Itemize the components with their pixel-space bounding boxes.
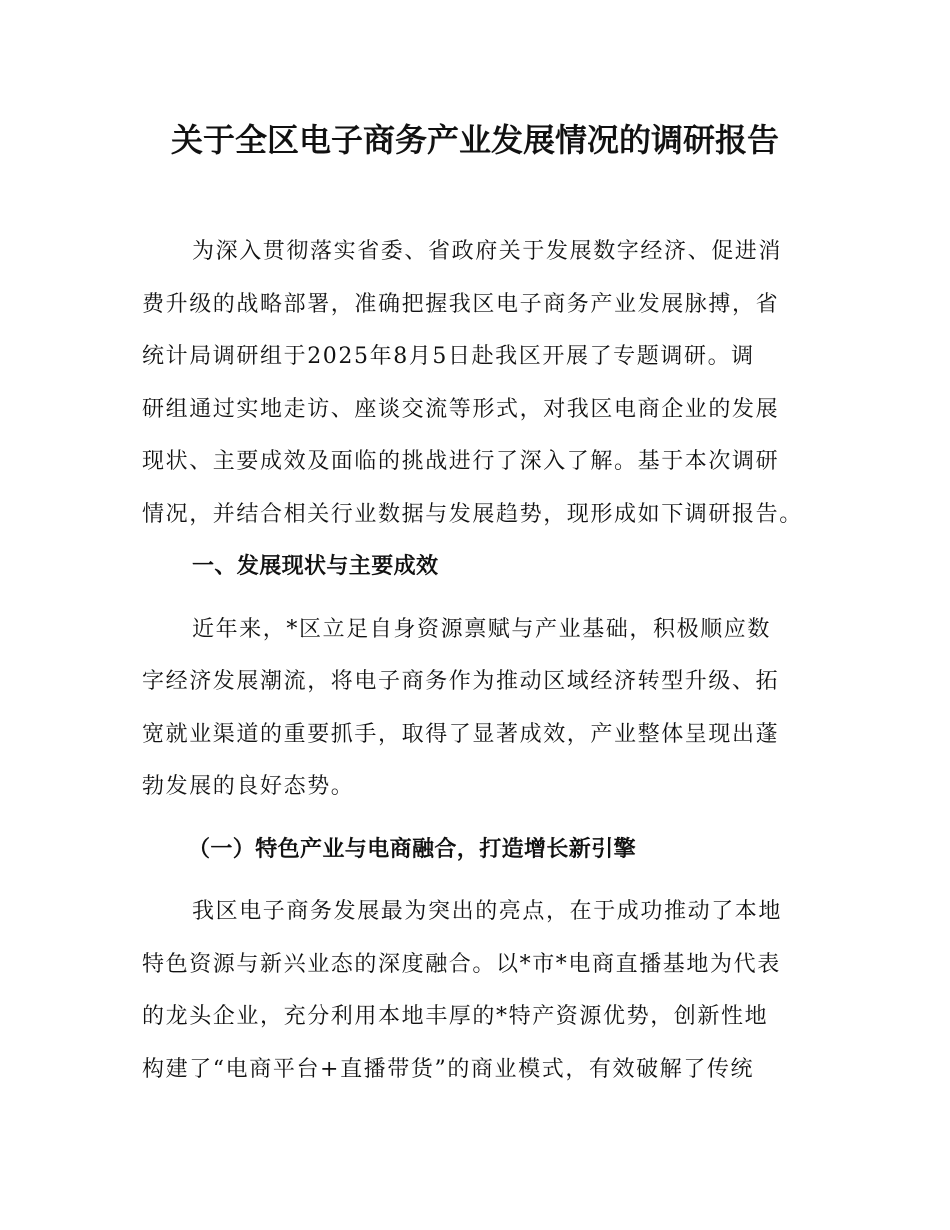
paragraph-line: 宽就业渠道的重要抓手，取得了显著成效，产业整体呈现出蓬	[142, 721, 780, 747]
intro-paragraph	[142, 226, 832, 541]
paragraph-line: 构建了“电商平台+直播带货”的商业模式，有效破解了传统	[142, 1056, 755, 1082]
paragraph-line: 勃发展的良好态势。	[142, 774, 355, 799]
subsection-heading: （一）特色产业与电商融合，打造增长新引擎	[188, 836, 637, 862]
document-title: 关于全区电子商务产业发展情况的调研报告	[170, 121, 779, 159]
document-body	[142, 226, 832, 1096]
paragraph-line: 统计局调研组于2025年8月5日赴我区开展了专题调研。调	[142, 344, 755, 369]
paragraph-line: 我区电子商务发展最为突出的亮点，在于成功推动了本地	[192, 899, 783, 924]
paragraph-line: 字经济发展潮流，将电子商务作为推动区域经济转型升级、拓	[142, 669, 780, 694]
paragraph-line: 为深入贯彻落实省委、省政府关于发展数字经济、促进消	[192, 239, 783, 264]
section-heading: 一、发展现状与主要成效	[192, 554, 439, 579]
subsection1-paragraph	[142, 886, 832, 1096]
paragraph-line: 情况，并结合相关行业数据与发展趋势，现形成如下调研报告。	[142, 501, 803, 527]
paragraph-line: 现状、主要成效及面临的挑战进行了深入了解。基于本次调研	[142, 449, 780, 474]
paragraph-line: 特色资源与新兴业态的深度融合。以*市*电商直播基地为代表	[142, 951, 781, 977]
paragraph-line: 近年来，*区立足自身资源禀赋与产业基础，积极顺应数	[192, 616, 772, 642]
spacer	[142, 814, 832, 824]
paragraph-line: 费升级的战略部署，准确把握我区电子商务产业发展脉搏，省	[142, 291, 780, 317]
section1-paragraph	[142, 604, 832, 814]
paragraph-line: 的龙头企业，充分利用本地丰厚的*特产资源优势，创新性地	[142, 1004, 769, 1029]
paragraph-line: 研组通过实地走访、座谈交流等形式，对我区电商企业的发展	[142, 396, 780, 422]
